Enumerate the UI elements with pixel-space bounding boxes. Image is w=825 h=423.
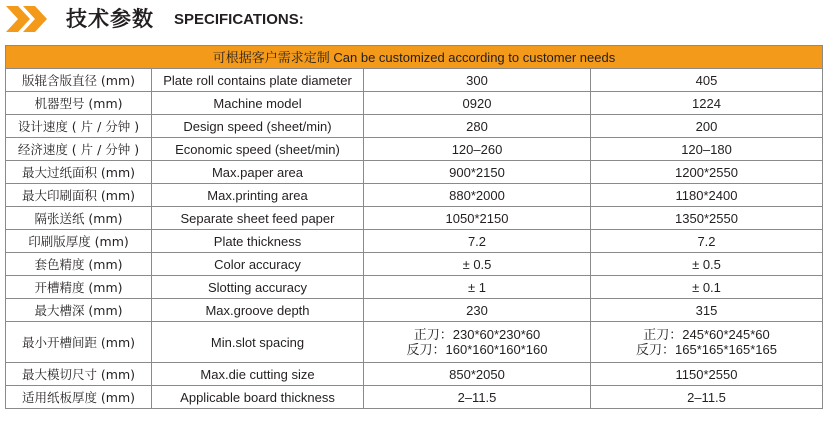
parameter-name-en: Plate thickness	[152, 230, 364, 253]
parameter-name-cn: 最大印刷面积 (mm)	[6, 184, 152, 207]
title-english: SPECIFICATIONS:	[174, 11, 304, 28]
value-line: 405	[695, 72, 718, 88]
value-line: 880*2000	[449, 187, 505, 203]
parameter-name-en: Max.die cutting size	[152, 363, 364, 386]
table-row	[6, 299, 823, 322]
value-model-1224	[591, 363, 823, 386]
value-line: 正刀：230*60*230*60	[413, 327, 541, 342]
parameter-name-cn: 最大模切尺寸 (mm)	[6, 363, 152, 386]
value-line: 120–180	[681, 141, 732, 157]
value-line: 230	[466, 302, 488, 318]
value-line: 0920	[462, 95, 492, 111]
value-line: 7.2	[697, 233, 716, 249]
value-line: 正刀：245*60*245*60	[643, 327, 770, 342]
parameter-name-en: Plate roll contains plate diameter	[152, 69, 364, 92]
value-model-1224	[591, 207, 823, 230]
parameter-name-cn: 经济速度 ( 片 / 分钟 )	[6, 138, 152, 161]
parameter-name-en: Max.paper area	[152, 161, 364, 184]
parameter-name-en: Design speed (sheet/min)	[152, 115, 364, 138]
parameter-name-en: Max.printing area	[152, 184, 364, 207]
parameter-name-en: Slotting accuracy	[152, 276, 364, 299]
table-row	[6, 184, 823, 207]
table-row	[6, 386, 823, 409]
table-row	[6, 363, 823, 386]
parameter-name-cn: 开槽精度 (mm)	[6, 276, 152, 299]
value-line: ± 0.5	[692, 256, 721, 272]
value-model-0920	[364, 161, 591, 184]
parameter-name-en: Min.slot spacing	[152, 322, 364, 363]
value-model-1224	[591, 69, 823, 92]
value-model-1224	[591, 276, 823, 299]
specifications-table-body	[6, 46, 823, 409]
value-line: 1150*2550	[675, 366, 738, 382]
double-chevron-right-icon	[6, 6, 50, 32]
parameter-name-cn: 设计速度 ( 片 / 分钟 )	[6, 115, 152, 138]
value-line: 反刀：160*160*160*160	[406, 342, 548, 357]
value-line: 280	[466, 118, 488, 134]
table-row	[6, 92, 823, 115]
table-row	[6, 322, 823, 363]
parameter-name-en: Applicable board thickness	[152, 386, 364, 409]
value-model-0920	[364, 184, 591, 207]
title-chinese: 技术参数	[66, 7, 154, 31]
parameter-name-cn: 印刷版厚度 (mm)	[6, 230, 152, 253]
value-model-1224	[591, 184, 823, 207]
value-line: 1350*2550	[675, 210, 738, 226]
value-line: 1050*2150	[445, 210, 509, 226]
table-row	[6, 253, 823, 276]
value-model-1224	[591, 230, 823, 253]
value-line: ± 0.5	[462, 256, 492, 272]
parameter-name-cn: 适用纸板厚度 (mm)	[6, 386, 152, 409]
value-model-0920	[364, 69, 591, 92]
value-model-0920	[364, 299, 591, 322]
value-line: 900*2150	[449, 164, 505, 180]
parameter-name-cn: 套色精度 (mm)	[6, 253, 152, 276]
section-header	[6, 0, 821, 40]
customization-banner-row	[6, 46, 823, 69]
value-line: 1224	[692, 95, 721, 111]
value-model-0920	[364, 363, 591, 386]
table-row	[6, 161, 823, 184]
value-model-1224	[591, 161, 823, 184]
value-line: 200	[695, 118, 718, 134]
value-line: 1180*2400	[675, 187, 738, 203]
table-row	[6, 276, 823, 299]
value-model-0920	[364, 322, 591, 363]
parameter-name-en: Economic speed (sheet/min)	[152, 138, 364, 161]
value-line: 315	[695, 302, 718, 318]
value-line: 1200*2550	[675, 164, 738, 180]
value-model-0920	[364, 138, 591, 161]
value-line: 反刀：165*165*165*165	[636, 342, 777, 357]
value-model-1224	[591, 138, 823, 161]
value-line: 120–260	[451, 141, 503, 157]
value-model-0920	[364, 276, 591, 299]
value-model-0920	[364, 207, 591, 230]
table-row	[6, 230, 823, 253]
value-line: ± 0.1	[692, 279, 721, 295]
parameter-name-cn: 最大过纸面积 (mm)	[6, 161, 152, 184]
value-model-0920	[364, 386, 591, 409]
value-line: 2–11.5	[687, 389, 726, 405]
value-model-0920	[364, 115, 591, 138]
specifications-table	[5, 45, 823, 409]
value-model-1224	[591, 386, 823, 409]
table-row	[6, 69, 823, 92]
value-model-1224	[591, 115, 823, 138]
table-row	[6, 207, 823, 230]
value-line: 7.2	[467, 233, 487, 249]
parameter-name-cn: 版辊含版直径 (mm)	[6, 69, 152, 92]
table-row	[6, 138, 823, 161]
value-model-1224	[591, 253, 823, 276]
value-model-0920	[364, 253, 591, 276]
parameter-name-en: Max.groove depth	[152, 299, 364, 322]
table-row	[6, 115, 823, 138]
parameter-name-en: Color accuracy	[152, 253, 364, 276]
value-model-1224	[591, 299, 823, 322]
value-line: 2–11.5	[457, 389, 497, 405]
parameter-name-en: Machine model	[152, 92, 364, 115]
value-line: ± 1	[468, 279, 486, 295]
parameter-name-cn: 隔张送纸 (mm)	[6, 207, 152, 230]
value-model-0920	[364, 230, 591, 253]
value-model-0920	[364, 92, 591, 115]
parameter-name-cn: 最小开槽间距 (mm)	[6, 322, 152, 363]
value-model-1224	[591, 92, 823, 115]
customization-banner: 可根据客户需求定制 Can be customized according to customer needs	[6, 46, 823, 69]
value-line: 300	[466, 72, 488, 88]
value-model-1224	[591, 322, 823, 363]
value-line: 850*2050	[449, 366, 505, 382]
parameter-name-en: Separate sheet feed paper	[152, 207, 364, 230]
parameter-name-cn: 最大槽深 (mm)	[6, 299, 152, 322]
parameter-name-cn: 机器型号 (mm)	[6, 92, 152, 115]
